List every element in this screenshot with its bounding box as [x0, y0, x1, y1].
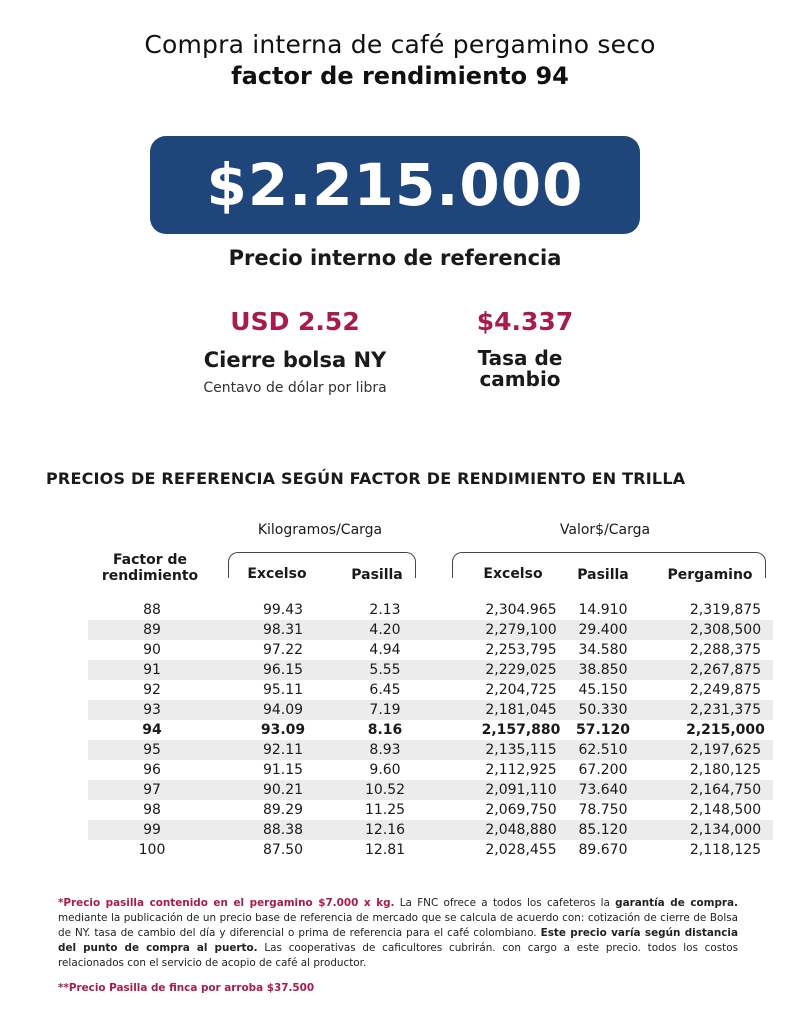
cell-val-pasilla: 14.910 — [578, 602, 628, 618]
cell-val-excelso: 2,229,025 — [485, 662, 557, 678]
footnote-main — [58, 896, 738, 971]
cell-val-excelso: 2,069,750 — [485, 802, 557, 818]
cell-factor: 95 — [143, 742, 161, 758]
cell-val-pergamino: 2,164,750 — [689, 782, 762, 798]
main-price-value: $2.215.000 — [206, 151, 584, 219]
cell-val-pasilla: 78.750 — [578, 802, 628, 818]
footnote-text-1: La FNC ofrece a todos los cafeteros la — [394, 897, 616, 909]
cell-val-pergamino: 2,148,500 — [689, 802, 762, 818]
table-row — [88, 640, 773, 660]
column-header-kg-excelso: Excelso — [247, 566, 307, 582]
cell-val-pasilla: 62.510 — [578, 742, 628, 758]
cell-kg-pasilla: 8.16 — [367, 722, 403, 738]
cell-val-pasilla: 34.580 — [578, 642, 628, 658]
table-row — [88, 620, 773, 640]
cell-kg-pasilla: 2.13 — [369, 602, 401, 618]
cell-val-pasilla: 57.120 — [575, 722, 631, 738]
cell-factor: 91 — [143, 662, 161, 678]
cell-val-pasilla: 73.640 — [578, 782, 628, 798]
cell-kg-excelso: 94.09 — [262, 702, 304, 718]
page-title-line2: factor de rendimiento 94 — [231, 62, 569, 90]
cell-val-excelso: 2,157,880 — [481, 722, 561, 738]
table-row — [88, 800, 773, 820]
cell-factor: 99 — [143, 822, 161, 838]
cell-val-excelso: 2,181,045 — [485, 702, 557, 718]
cell-kg-excelso: 87.50 — [262, 842, 304, 858]
exchange-rate-value: $4.337 — [476, 307, 574, 336]
main-price-box — [150, 136, 640, 234]
cell-factor: 92 — [143, 682, 161, 698]
column-header-kg-pasilla: Pasilla — [351, 567, 403, 583]
cell-kg-excelso: 92.11 — [262, 742, 304, 758]
cell-val-pergamino: 2,118,125 — [689, 842, 762, 858]
main-price-caption: Precio interno de referencia — [228, 246, 562, 270]
footnote-text-3: Las cooperativas de caficultores cubrirán. con cargo a este precio. todos los costos relacionados con el servicio de acopio de café al productor. — [58, 942, 738, 969]
cell-factor: 90 — [143, 642, 161, 658]
cell-factor: 98 — [143, 802, 161, 818]
cell-factor: 94 — [142, 722, 162, 738]
cell-kg-excelso: 96.15 — [262, 662, 304, 678]
cell-val-pergamino: 2,319,875 — [689, 602, 762, 618]
column-header-val-pasilla: Pasilla — [577, 567, 629, 583]
cell-val-excelso: 2,091,110 — [485, 782, 557, 798]
ny-close-value: USD 2.52 — [230, 307, 360, 336]
table-section-title: PRECIOS DE REFERENCIA SEGÚN FACTOR DE RENDIMIENTO EN TRILLA — [46, 469, 686, 488]
cell-val-excelso: 2,279,100 — [485, 622, 557, 638]
cell-val-pasilla: 45.150 — [578, 682, 628, 698]
page-title-line1: Compra interna de café pergamino seco — [144, 30, 656, 59]
price-table — [88, 600, 773, 860]
ny-close-label: Cierre bolsa NY — [203, 348, 387, 372]
footnote-text-2: mediante la publicación de un precio base de referencia de mercado que se calcula de acuerdo con: cotización de cierre de Bolsa de NY. tasa de cambio del día y diferencial o prima de referencia para el café colombiano. — [58, 912, 738, 939]
table-row — [88, 600, 773, 620]
cell-kg-pasilla: 10.52 — [364, 782, 406, 798]
table-row — [88, 760, 773, 780]
cell-kg-pasilla: 12.16 — [364, 822, 406, 838]
footnote-guarantee: garantía de compra. — [615, 897, 739, 909]
cell-factor: 93 — [143, 702, 161, 718]
cell-val-pasilla: 50.330 — [578, 702, 628, 718]
cell-kg-pasilla: 11.25 — [364, 802, 406, 818]
exchange-rate-label — [470, 348, 570, 390]
table-row-highlighted — [88, 720, 773, 740]
cell-val-pergamino: 2,308,500 — [689, 622, 762, 638]
cell-kg-pasilla: 12.81 — [364, 842, 406, 858]
cell-val-pergamino: 2,267,875 — [689, 662, 762, 678]
cell-kg-excelso: 93.09 — [260, 722, 306, 738]
cell-val-pasilla: 85.120 — [578, 822, 628, 838]
table-row — [88, 680, 773, 700]
cell-val-excelso: 2,048,880 — [485, 822, 557, 838]
column-header-val-pergamino: Pergamino — [667, 567, 753, 583]
footnote-distance: Este precio varía según distancia del punto de compra al puerto. — [58, 927, 738, 954]
cell-kg-excelso: 97.22 — [262, 642, 304, 658]
footnote-farm-pasilla: **Precio Pasilla de finca por arroba $37.500 — [58, 982, 315, 994]
cell-kg-pasilla: 5.55 — [369, 662, 401, 678]
cell-factor: 100 — [138, 842, 166, 858]
group-header-kilograms: Kilogramos/Carga — [257, 522, 383, 538]
cell-val-pergamino: 2,197,625 — [689, 742, 762, 758]
table-row — [88, 740, 773, 760]
cell-kg-excelso: 89.29 — [262, 802, 304, 818]
table-row — [88, 700, 773, 720]
cell-val-pergamino: 2,215,000 — [686, 722, 765, 738]
table-row — [88, 660, 773, 680]
cell-val-pergamino: 2,249,875 — [689, 682, 762, 698]
cell-val-pergamino: 2,231,375 — [689, 702, 762, 718]
cell-kg-pasilla: 4.94 — [369, 642, 401, 658]
column-header-factor-line2: rendimiento — [101, 568, 199, 584]
table-row — [88, 820, 773, 840]
cell-val-excelso: 2,028,455 — [485, 842, 557, 858]
cell-kg-pasilla: 4.20 — [369, 622, 401, 638]
column-header-factor-line1: Factor de — [112, 552, 188, 568]
table-row — [88, 780, 773, 800]
footnote-pasilla-price: *Precio pasilla contenido en el pergamino $7.000 x kg. — [58, 897, 395, 909]
cell-kg-excelso: 88.38 — [262, 822, 304, 838]
cell-val-excelso: 2,304.965 — [485, 602, 557, 618]
cell-kg-excelso: 98.31 — [262, 622, 304, 638]
cell-val-pasilla: 67.200 — [578, 762, 628, 778]
column-header-val-excelso: Excelso — [483, 566, 543, 582]
cell-kg-excelso: 90.21 — [262, 782, 304, 798]
cell-val-excelso: 2,253,795 — [485, 642, 557, 658]
column-header-factor — [95, 552, 205, 584]
cell-val-excelso: 2,135,115 — [485, 742, 557, 758]
cell-kg-excelso: 95.11 — [262, 682, 304, 698]
cell-val-excelso: 2,204,725 — [485, 682, 557, 698]
exchange-rate-label-line1: Tasa de — [477, 346, 563, 370]
ny-close-sublabel: Centavo de dólar por libra — [203, 380, 387, 396]
cell-factor: 89 — [143, 622, 161, 638]
group-header-value: Valor$/Carga — [559, 522, 651, 538]
cell-kg-pasilla: 8.93 — [369, 742, 401, 758]
cell-val-pergamino: 2,180,125 — [689, 762, 762, 778]
cell-val-pasilla: 38.850 — [578, 662, 628, 678]
cell-kg-pasilla: 6.45 — [369, 682, 401, 698]
cell-val-pasilla: 29.400 — [578, 622, 628, 638]
cell-val-excelso: 2,112,925 — [485, 762, 557, 778]
cell-factor: 88 — [143, 602, 161, 618]
cell-val-pergamino: 2,288,375 — [689, 642, 762, 658]
cell-kg-pasilla: 7.19 — [369, 702, 401, 718]
cell-val-pasilla: 89.670 — [578, 842, 628, 858]
cell-kg-excelso: 91.15 — [262, 762, 304, 778]
cell-kg-excelso: 99.43 — [262, 602, 304, 618]
cell-factor: 96 — [143, 762, 161, 778]
cell-kg-pasilla: 9.60 — [369, 762, 401, 778]
table-row — [88, 840, 773, 860]
cell-val-pergamino: 2,134,000 — [689, 822, 762, 838]
cell-factor: 97 — [143, 782, 161, 798]
exchange-rate-label-line2: cambio — [479, 367, 561, 391]
